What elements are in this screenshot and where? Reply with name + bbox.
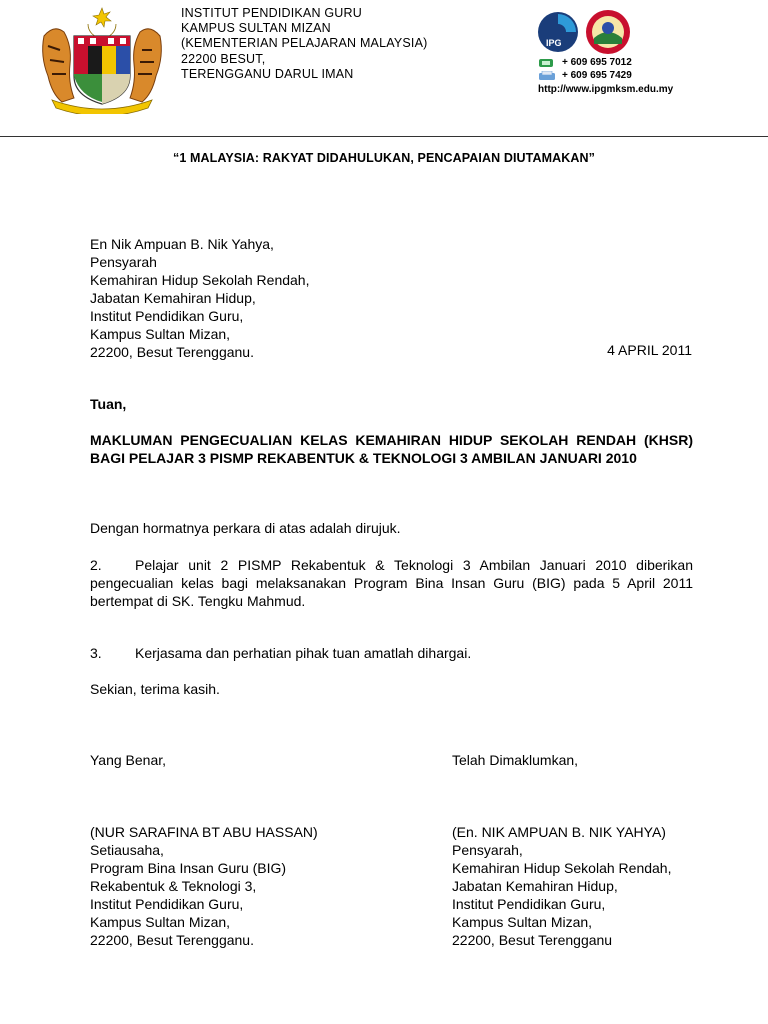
signer-line: 22200, Besut Terengganu <box>452 932 613 948</box>
signer-line: Rekabentuk & Teknologi 3, <box>90 878 257 894</box>
phone-icon <box>538 58 558 68</box>
signer-line: Kampus Sultan Mizan, <box>452 914 593 930</box>
paragraph-1: Dengan hormatnya perkara di atas adalah dirujuk. <box>90 520 401 536</box>
signer-name: (En. NIK AMPUAN B. NIK YAHYA) <box>452 824 666 840</box>
recipient-line: En Nik Ampuan B. Nik Yahya, <box>90 236 274 252</box>
recipient-line: Kampus Sultan Mizan, <box>90 326 231 342</box>
phone-number: + 609 695 7012 <box>562 57 632 68</box>
contact-info <box>538 57 673 97</box>
motto: “1 MALAYSIA: RAKYAT DIDAHULUKAN, PENCAPAIAN DIUTAMAKAN” <box>173 151 595 165</box>
recipient-address <box>90 235 309 361</box>
signer-line: 22200, Besut Terengganu. <box>90 932 254 948</box>
signoff-left-heading: Yang Benar, <box>90 752 167 768</box>
salutation: Tuan, <box>90 396 127 412</box>
institution-line: (KEMENTERIAN PELAJARAN MALAYSIA) <box>181 36 428 51</box>
recipient-line: Jabatan Kemahiran Hidup, <box>90 290 256 306</box>
signer-line: Jabatan Kemahiran Hidup, <box>452 878 618 894</box>
signoff-right-heading: Telah Dimaklumkan, <box>452 752 579 768</box>
signer-line: Program Bina Insan Guru (BIG) <box>90 860 287 876</box>
fax-icon <box>538 71 558 81</box>
institution-line: INSTITUT PENDIDIKAN GURU <box>181 6 362 20</box>
institution-address <box>181 6 428 82</box>
recipient-line: Pensyarah <box>90 254 157 270</box>
signer-line: Institut Pendidikan Guru, <box>452 896 606 912</box>
closing-line: Sekian, terima kasih. <box>90 681 220 697</box>
header-divider <box>0 136 768 137</box>
signer-line: Kampus Sultan Mizan, <box>90 914 231 930</box>
signature-block-right <box>452 823 671 949</box>
letter-date: 4 APRIL 2011 <box>607 342 692 358</box>
recipient-line: 22200, Besut Terengganu. <box>90 344 254 360</box>
signer-line: Pensyarah, <box>452 842 523 858</box>
letter-subject: MAKLUMAN PENGECUALIAN KELAS KEMAHIRAN HIDUP SEKOLAH RENDAH (KHSR) BAGI PELAJAR 3 PISMP REKABENTUK & TEKNOLOGI 3 AMBILAN JANUARI 2010 <box>90 432 693 466</box>
paragraph-number: 3. <box>90 645 102 661</box>
signer-line: Setiausaha, <box>90 842 164 858</box>
institution-line: TERENGGANU DARUL IMAN <box>181 66 354 81</box>
signer-name: (NUR SARAFINA BT ABU HASSAN) <box>90 824 318 840</box>
recipient-line: Institut Pendidikan Guru, <box>90 308 244 324</box>
paragraph-number: 2. <box>90 557 102 573</box>
svg-text:IPG: IPG <box>546 38 562 48</box>
signer-line: Kemahiran Hidup Sekolah Rendah, <box>452 860 672 876</box>
website-link[interactable]: http://www.ipgmksm.edu.my <box>538 84 674 95</box>
recipient-line: Kemahiran Hidup Sekolah Rendah, <box>90 272 310 288</box>
paragraph-3 <box>90 645 471 661</box>
paragraph-2 <box>90 556 693 610</box>
institution-line: 22200 BESUT, <box>181 51 266 66</box>
paragraph-text: Pelajar unit 2 PISMP Rekabentuk & Teknologi 3 Ambilan Januari 2010 diberikan pengecualian kelas bagi melaksanakan Program Bina Insan Guru (BIG) pada 5 April 2011 bertempat di SK. Tengku Mahmud. <box>90 557 693 609</box>
paragraph-text: Kerjasama dan perhatian pihak tuan amatlah dihargai. <box>135 645 472 661</box>
ipg-logos-icon <box>536 8 666 58</box>
institution-line: KAMPUS SULTAN MIZAN <box>181 21 331 36</box>
fax-number: + 609 695 7429 <box>562 69 632 81</box>
signature-block-left <box>90 823 318 949</box>
malaysia-coat-of-arms-icon <box>38 6 166 114</box>
signer-line: Institut Pendidikan Guru, <box>90 896 244 912</box>
